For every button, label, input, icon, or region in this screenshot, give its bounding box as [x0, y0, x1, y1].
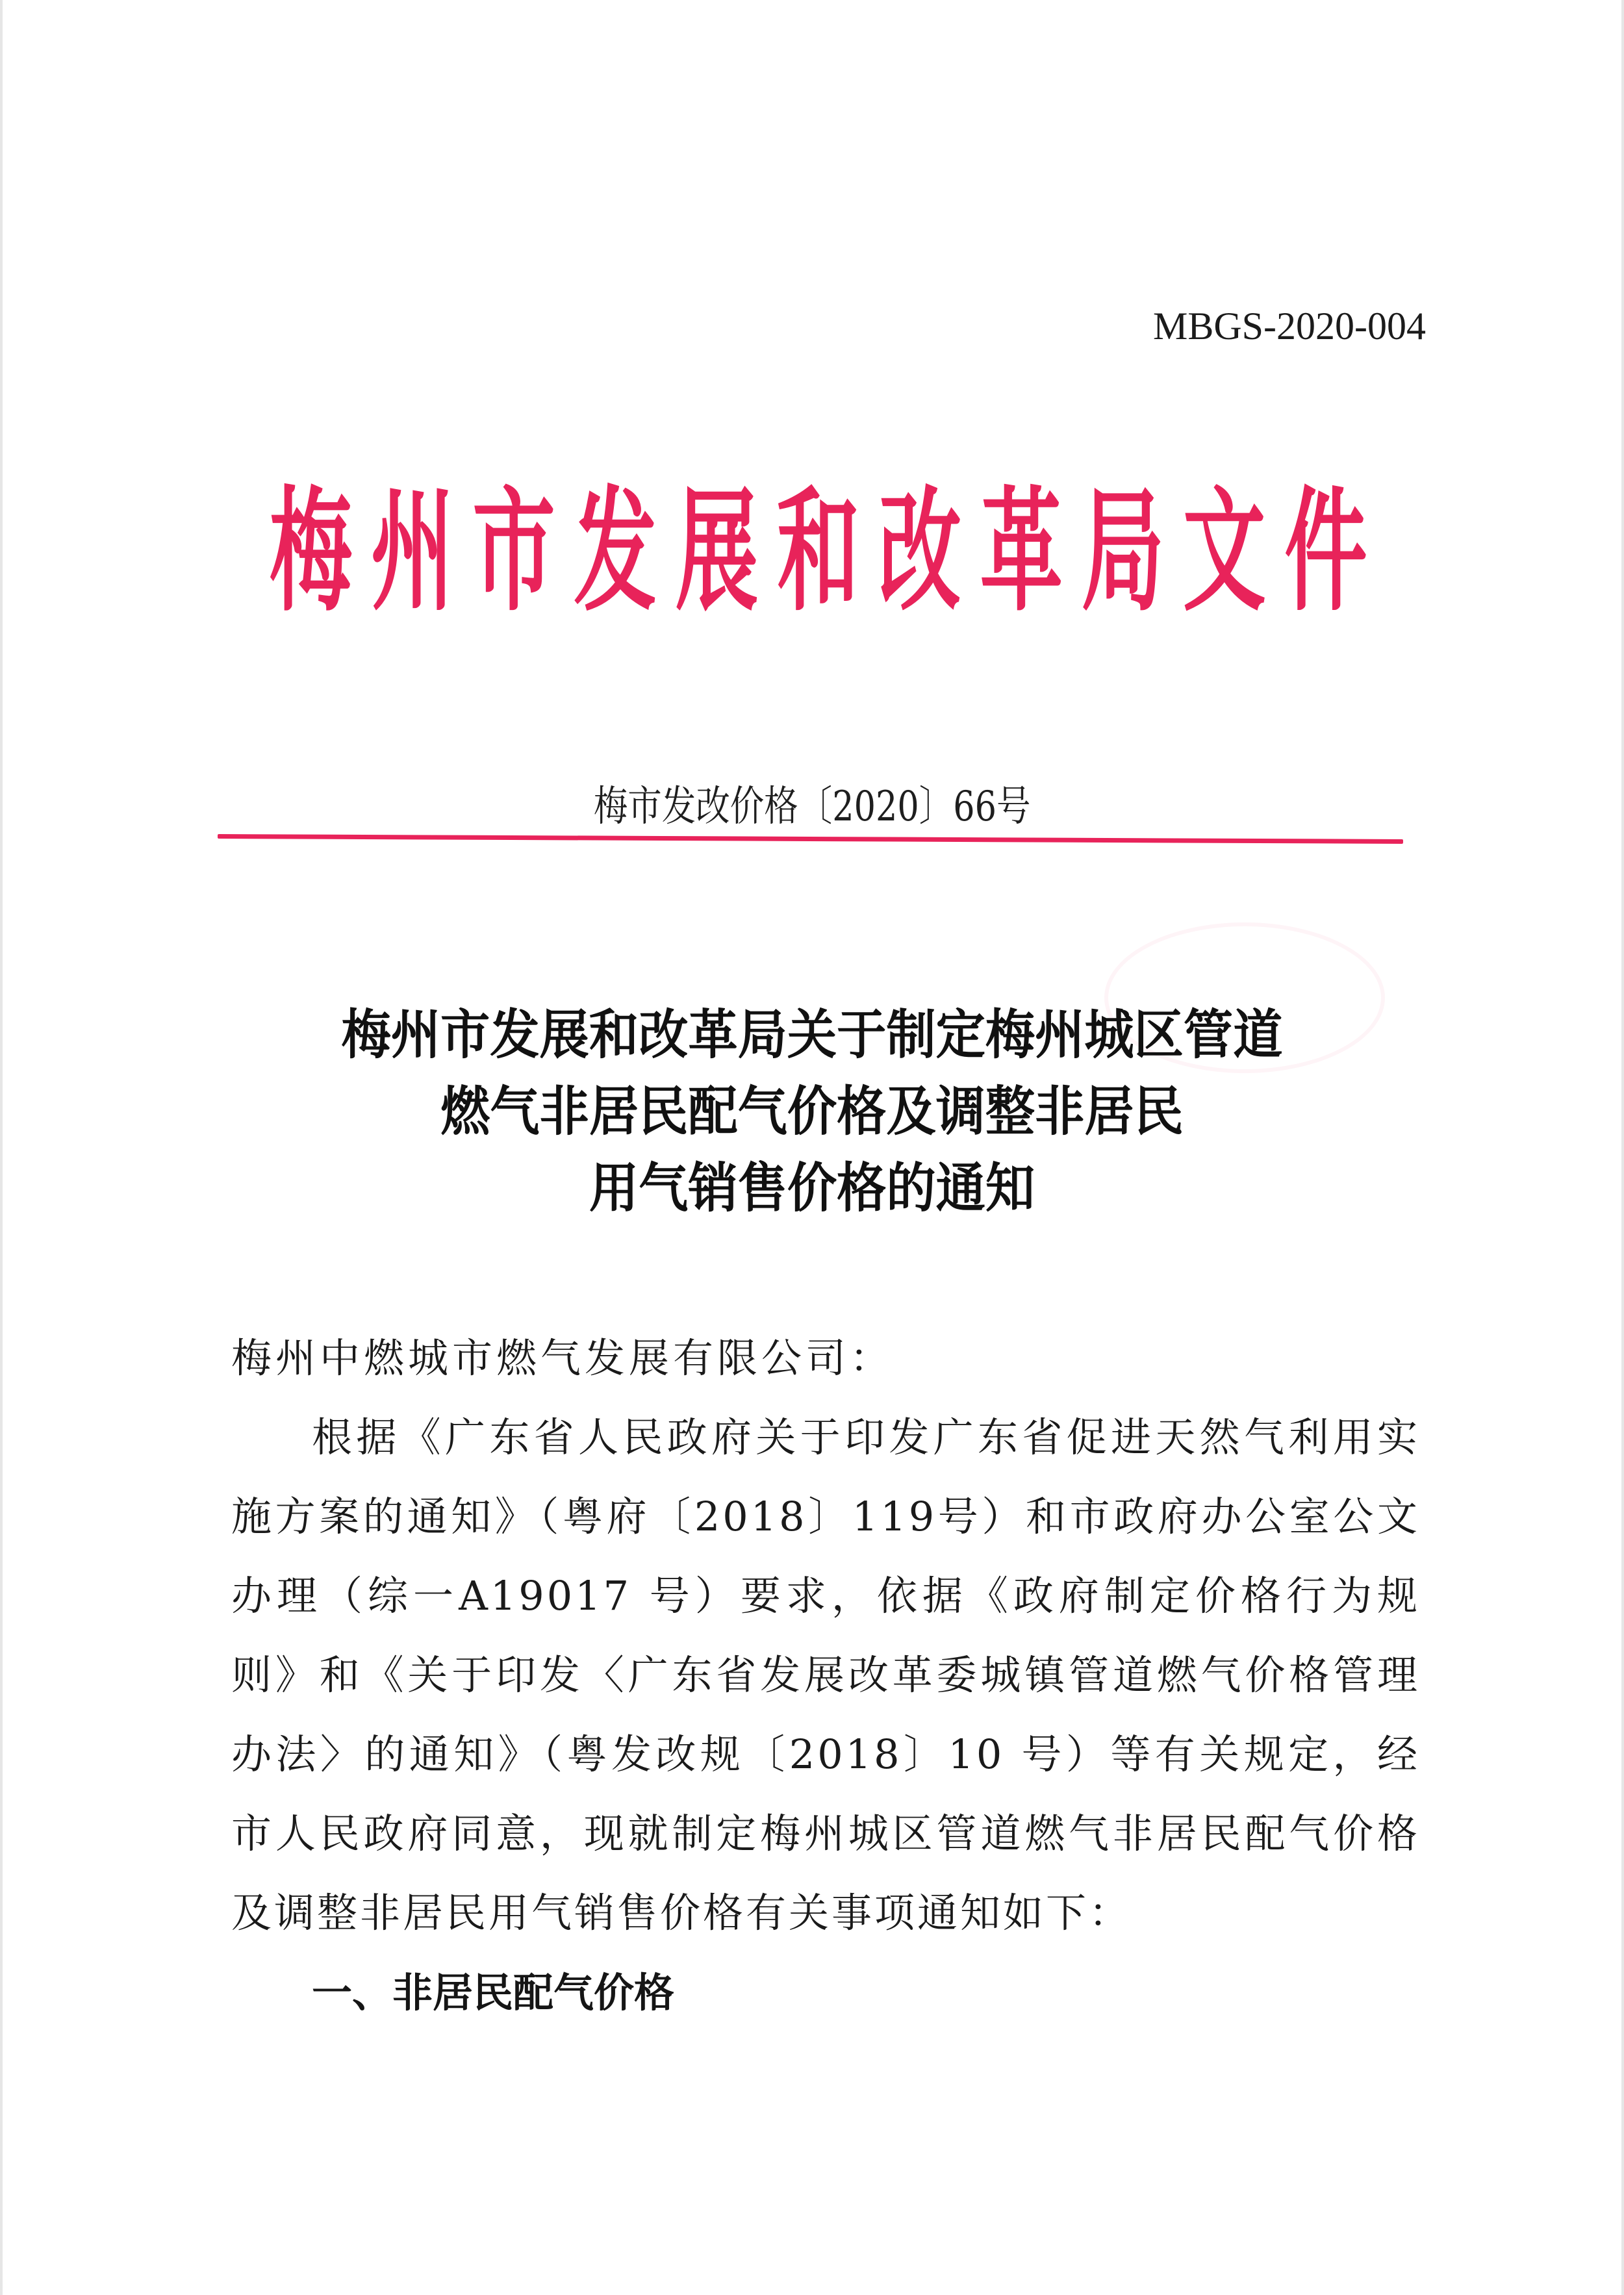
masthead-char: 文 [1183, 475, 1266, 629]
document-body [231, 1319, 1420, 1953]
body-paragraph: 根据《广东省人民政府关于印发广东省促进天然气利用实施方案的通知》（粤府〔2018〕119号）和市政府办公室公文办理（综一A19017 号）要求，依据《政府制定价格行为规则》和《关于印发〈广东省发展改革委城镇管道燃气价格管理办法〉的通知》（粤发改规〔2018〕10 号）等有关规定，经市人民政府同意，现就制定梅州城区管道燃气非居民配气价格及调整非居民用气销售价格有关事项通知如下： [231, 1414, 1420, 1936]
masthead-char: 市 [472, 475, 555, 629]
title-line-2: 燃气非居民配气价格及调整非居民 [440, 1081, 1184, 1143]
title-line-3: 用气销售价格的通知 [589, 1158, 1035, 1219]
masthead-char: 局 [1081, 475, 1165, 629]
salutation: 梅州中燃城市燃气发展有限公司： [231, 1334, 894, 1382]
document-number [0, 773, 1624, 833]
masthead-char: 件 [1284, 475, 1367, 629]
masthead-char: 展 [675, 475, 759, 629]
masthead-char: 改 [878, 475, 961, 629]
masthead-char: 革 [980, 475, 1063, 629]
title-line-1: 梅州市发展和改革局关于制定梅州城区管道 [341, 1004, 1283, 1066]
document-number-text: 梅市发改价格〔2020〕66号 [593, 783, 1031, 831]
masthead-char: 梅 [270, 475, 353, 629]
masthead-char: 发 [574, 475, 657, 629]
masthead-char: 和 [777, 475, 860, 629]
masthead-char: 州 [371, 475, 454, 629]
notice-title [0, 997, 1624, 1227]
document-code: MBGS-2020-004 [1152, 305, 1426, 348]
section-heading-1: 一、非居民配气价格 [312, 1969, 675, 2016]
red-divider-rule [218, 834, 1403, 844]
masthead-title [270, 468, 1367, 637]
